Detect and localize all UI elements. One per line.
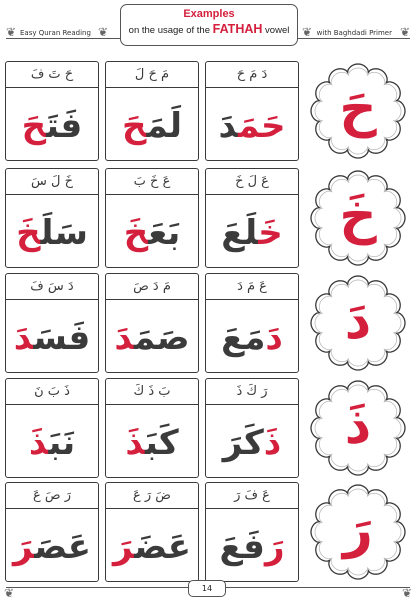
spelled-letters: عَ لَ خَ xyxy=(235,174,269,189)
card-divider xyxy=(206,87,298,88)
featured-letter: حَ xyxy=(339,79,377,139)
card-divider xyxy=(206,299,298,300)
word-card xyxy=(205,378,299,478)
spelled-letters: حَ تَ فَ xyxy=(30,67,74,82)
word-card xyxy=(105,168,199,268)
other-letters: نَبَ xyxy=(48,423,76,463)
target-letter: خَ xyxy=(123,213,149,253)
word-card xyxy=(205,61,299,161)
word-card xyxy=(5,168,99,268)
joined-word xyxy=(6,98,98,154)
example-row xyxy=(5,168,299,268)
other-letters: سَلَ xyxy=(40,213,88,253)
letter-badge xyxy=(308,378,408,478)
word-card xyxy=(5,378,99,478)
spelled-letters: ضَ رَ عَ xyxy=(132,488,172,503)
other-letters: لَمَ xyxy=(146,106,183,146)
other-letters: عَصَ xyxy=(34,527,91,567)
card-divider xyxy=(206,404,298,405)
joined-word xyxy=(206,310,298,366)
subtitle-pre: on the usage of the xyxy=(128,25,210,36)
card-divider xyxy=(6,508,98,509)
word-card xyxy=(105,378,199,478)
card-divider xyxy=(6,194,98,195)
target-letter: خَ xyxy=(258,213,283,253)
spelled-letters: رَ صَ عَ xyxy=(32,488,72,503)
target-letter: حَمَ xyxy=(238,106,286,146)
ornament-icon: ❦ xyxy=(302,25,313,39)
other-letters: كَبَ xyxy=(144,423,179,463)
letter-badge xyxy=(308,482,408,582)
word-card xyxy=(205,168,299,268)
other-letters: بَعَ xyxy=(148,213,181,253)
corner-ornament-icon: ❦ xyxy=(399,25,410,39)
page-title: Examples xyxy=(183,8,235,20)
letter-badge xyxy=(308,273,408,373)
featured-letter: خَ xyxy=(339,186,377,246)
joined-word xyxy=(6,415,98,471)
corner-ornament-icon: ❦ xyxy=(6,25,17,39)
target-letter: حَ xyxy=(121,106,147,146)
corner-ornament-icon: ❦ xyxy=(401,586,412,600)
word-card xyxy=(205,482,299,582)
other-letters: عَضَ xyxy=(134,527,191,567)
word-card xyxy=(5,273,99,373)
corner-ornament-icon: ❦ xyxy=(4,586,15,600)
book-title-left: Easy Quran Reading xyxy=(20,29,91,37)
letter-badge xyxy=(308,168,408,268)
joined-word xyxy=(6,310,98,366)
spelled-letters: بَ ذَ كَ xyxy=(133,384,171,399)
spelled-letters: مَ دَ صَ xyxy=(133,279,171,294)
subtitle-key: FATHAH xyxy=(212,22,263,36)
other-letters: فَسَ xyxy=(33,318,91,358)
joined-word xyxy=(206,415,298,471)
subtitle-post: vowel xyxy=(265,25,290,36)
target-letter: ذَ xyxy=(28,423,49,463)
example-row xyxy=(5,61,299,161)
joined-word xyxy=(206,98,298,154)
spelled-letters: عَ خَ بَ xyxy=(133,174,171,189)
card-divider xyxy=(206,194,298,195)
joined-word xyxy=(106,310,198,366)
card-divider xyxy=(106,194,198,195)
example-row xyxy=(5,378,299,478)
page-number: 14 xyxy=(188,580,226,597)
spelled-letters: عَ مَ دَ xyxy=(237,279,267,294)
spelled-letters: عَ فَ رَ xyxy=(234,488,270,503)
joined-word xyxy=(6,519,98,575)
target-letter: دَ xyxy=(114,318,134,358)
card-divider xyxy=(106,87,198,88)
featured-letter: ذَ xyxy=(344,396,372,456)
joined-word xyxy=(6,205,98,261)
joined-word xyxy=(106,415,198,471)
featured-letter: دَ xyxy=(344,291,372,351)
target-letter: دَ xyxy=(13,318,34,358)
target-letter: رَ xyxy=(113,527,135,567)
letter-badge xyxy=(308,61,408,161)
spelled-letters: دَ مَ حَ xyxy=(236,67,268,82)
word-card xyxy=(205,273,299,373)
card-divider xyxy=(6,404,98,405)
card-divider xyxy=(106,404,198,405)
other-letters: كَرَ xyxy=(222,423,264,463)
other-letters: فَعَ xyxy=(219,527,265,567)
joined-word xyxy=(206,519,298,575)
spelled-letters: رَ كَ ذَ xyxy=(236,384,268,399)
target-letter: حَ xyxy=(21,106,47,146)
spelled-letters: ذَ بَ نَ xyxy=(34,384,70,399)
spelled-letters: خَ لَ سَ xyxy=(31,174,73,189)
featured-letter: رَ xyxy=(343,500,373,560)
card-divider xyxy=(6,299,98,300)
word-card xyxy=(105,273,199,373)
target-letter: رَ xyxy=(13,527,35,567)
other-letters: فَتَ xyxy=(46,106,83,146)
joined-word xyxy=(206,205,298,261)
word-card xyxy=(105,482,199,582)
target-letter: دَ xyxy=(265,318,283,358)
card-divider xyxy=(206,508,298,509)
joined-word xyxy=(106,98,198,154)
word-card xyxy=(5,61,99,161)
page-subtitle xyxy=(121,22,297,36)
target-letter: رَ xyxy=(264,527,285,567)
word-card xyxy=(5,482,99,582)
spelled-letters: دَ سَ فَ xyxy=(30,279,74,294)
ornament-icon: ❦ xyxy=(98,25,109,39)
card-divider xyxy=(106,508,198,509)
example-row xyxy=(5,273,299,373)
word-card xyxy=(105,61,199,161)
other-letters: مَعَ xyxy=(221,318,266,358)
target-letter: ذَ xyxy=(125,423,145,463)
target-letter: ذَ xyxy=(263,423,282,463)
joined-word xyxy=(106,519,198,575)
card-divider xyxy=(106,299,198,300)
other-letters: لَعَ xyxy=(221,213,259,253)
title-banner xyxy=(120,4,298,46)
book-title-right: with Baghdadi Primer xyxy=(316,29,392,37)
joined-word xyxy=(106,205,198,261)
other-letters: دَ xyxy=(218,106,239,146)
target-letter: خَ xyxy=(16,213,41,253)
card-divider xyxy=(6,87,98,88)
spelled-letters: مَ حَ لَ xyxy=(134,67,170,82)
example-row xyxy=(5,482,299,582)
other-letters: صَمَ xyxy=(133,318,190,358)
